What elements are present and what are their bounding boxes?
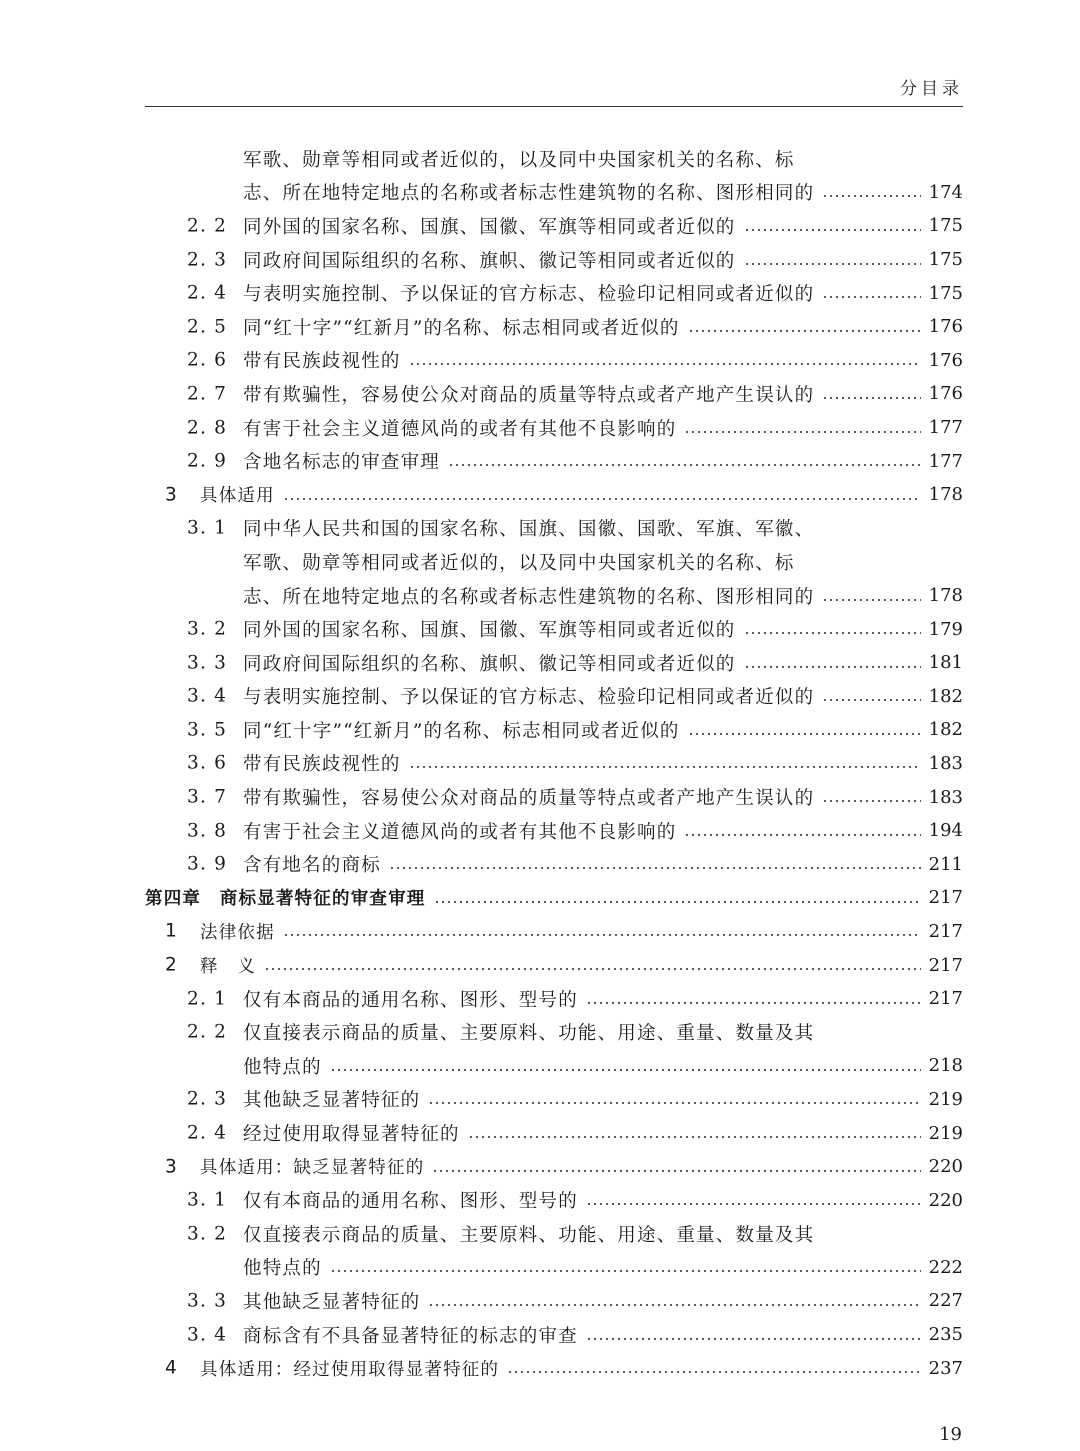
- toc-entry: [145, 310, 963, 344]
- toc-entry: [145, 747, 963, 781]
- entry-title: 志、所在地特定地点的名称或者标志性建筑物的名称、图形相同的: [243, 183, 815, 205]
- toc-entry: [145, 1351, 963, 1385]
- entry-page: 182: [928, 719, 963, 741]
- entry-page: 183: [928, 786, 963, 808]
- entry-page: 217: [928, 988, 963, 1010]
- toc-entry: [145, 579, 963, 613]
- entry-line: [243, 310, 963, 344]
- toc-entry: [145, 1318, 963, 1352]
- dot-leader: [330, 1069, 921, 1071]
- entry-number: 3. 2: [187, 1223, 228, 1245]
- entry-line: [243, 377, 963, 411]
- entry-page: 183: [928, 752, 963, 774]
- dot-leader: [264, 968, 921, 970]
- entry-title: 与表明实施控制、予以保证的官方标志、检验印记相同或者近似的: [243, 284, 815, 306]
- entry-title: 具体适用：缺乏显著特征的: [200, 1158, 425, 1179]
- dot-leader: [428, 1102, 920, 1104]
- entry-title: 他特点的: [243, 1258, 322, 1280]
- dot-leader: [688, 733, 921, 735]
- entry-title: 他特点的: [243, 1056, 322, 1078]
- toc-entry: [145, 814, 963, 848]
- entry-title: 仅直接表示商品的质量、主要原料、功能、用途、重量、数量及其: [243, 1023, 815, 1045]
- entry-page: 177: [928, 450, 963, 472]
- dot-leader: [684, 431, 920, 433]
- entry-page: 211: [928, 853, 963, 875]
- entry-page: 235: [928, 1324, 963, 1346]
- toc-entry: [145, 1150, 963, 1184]
- entry-line: [243, 1251, 963, 1285]
- entry-line: [243, 1318, 963, 1352]
- entry-line: [243, 747, 963, 781]
- entry-number: 2. 3: [187, 1088, 228, 1110]
- entry-page: 227: [928, 1290, 963, 1312]
- dot-leader: [822, 195, 920, 197]
- entry-title: 同“红十字”“红新月”的名称、标志相同或者近似的: [243, 317, 680, 339]
- entry-page: 219: [928, 1122, 963, 1144]
- entry-number: 3. 5: [187, 719, 228, 741]
- dot-leader: [283, 498, 921, 500]
- entry-title: 有害于社会主义道德风尚的或者有其他不良影响的: [243, 821, 677, 843]
- dot-leader: [822, 800, 920, 802]
- entry-number: 3. 1: [187, 517, 228, 539]
- dot-leader: [448, 464, 921, 466]
- toc-entry: [145, 1049, 963, 1083]
- entry-line: [243, 512, 963, 546]
- toc-entry: [145, 646, 963, 680]
- entry-number: 3. 4: [187, 685, 228, 707]
- entry-page: 181: [928, 652, 963, 674]
- entry-page: 175: [928, 215, 963, 237]
- toc-entry: [145, 344, 963, 378]
- entry-page: 175: [928, 282, 963, 304]
- entry-page: 220: [928, 1156, 963, 1178]
- entry-line: [145, 881, 963, 915]
- entry-title: 其他缺乏显著特征的: [243, 1291, 421, 1313]
- entry-line: [243, 1217, 963, 1251]
- dot-leader: [822, 397, 920, 399]
- entry-page: 217: [928, 920, 963, 942]
- toc-entry: [145, 512, 963, 546]
- entry-title: 与表明实施控制、予以保证的官方标志、检验印记相同或者近似的: [243, 687, 815, 709]
- entry-page: 194: [928, 820, 963, 842]
- entry-line: [243, 612, 963, 646]
- dot-leader: [434, 901, 921, 903]
- entry-number: 2. 4: [187, 282, 228, 304]
- toc-entry: [145, 545, 963, 579]
- entry-line: [200, 1351, 963, 1385]
- entry-line: [243, 276, 963, 310]
- entry-line: [243, 209, 963, 243]
- entry-title: 带有欺骗性，容易使公众对商品的质量等特点或者产地产生误认的: [243, 788, 815, 810]
- entry-number: 2. 2: [187, 215, 228, 237]
- entry-title: 带有民族歧视性的: [243, 754, 401, 776]
- toc-entry: [145, 243, 963, 277]
- entry-title: 带有民族歧视性的: [243, 351, 401, 373]
- entry-line: [243, 1116, 963, 1150]
- entry-line: [200, 478, 963, 512]
- entry-line: [243, 545, 963, 579]
- toc-entry: [145, 209, 963, 243]
- entry-line: [243, 1083, 963, 1117]
- entry-number: 1: [165, 920, 178, 942]
- toc-entry: [145, 377, 963, 411]
- toc-entry: [145, 612, 963, 646]
- dot-leader: [586, 1002, 921, 1004]
- entry-title: 第四章 商标显著特征的审查审理: [145, 889, 426, 910]
- entry-title: 经过使用取得显著特征的: [243, 1124, 460, 1146]
- toc-entry: [145, 1183, 963, 1217]
- entry-page: 175: [928, 249, 963, 271]
- entry-number: 3. 3: [187, 1290, 228, 1312]
- entry-line: [243, 444, 963, 478]
- table-of-contents: [145, 142, 963, 1385]
- dot-leader: [688, 330, 921, 332]
- toc-entry: [145, 915, 963, 949]
- entry-line: [243, 243, 963, 277]
- entry-number: 2. 2: [187, 1021, 228, 1043]
- entry-number: 4: [165, 1357, 178, 1379]
- entry-title: 同外国的国家名称、国旗、国徽、军旗等相同或者近似的: [243, 216, 736, 238]
- running-header: [145, 72, 963, 107]
- dot-leader: [409, 363, 921, 365]
- entry-title: 含地名标志的审查审理: [243, 452, 441, 474]
- entry-line: [243, 982, 963, 1016]
- entry-line: [243, 344, 963, 378]
- entry-number: 3: [165, 1156, 178, 1178]
- dot-leader: [468, 1136, 921, 1138]
- entry-line: [243, 1015, 963, 1049]
- entry-title: 商标含有不具备显著特征的标志的审查: [243, 1325, 578, 1347]
- entry-title: 含有地名的商标: [243, 855, 381, 877]
- entry-line: [200, 948, 963, 982]
- toc-entry: [145, 276, 963, 310]
- entry-line: [243, 646, 963, 680]
- entry-line: [200, 915, 963, 949]
- entry-line: [243, 1049, 963, 1083]
- dot-leader: [822, 699, 920, 701]
- dot-leader: [283, 934, 921, 936]
- toc-entry: [145, 411, 963, 445]
- entry-title: 具体适用：经过使用取得显著特征的: [200, 1359, 500, 1380]
- entry-title: 带有欺骗性，容易使公众对商品的质量等特点或者产地产生误认的: [243, 384, 815, 406]
- entry-number: 2. 8: [187, 417, 228, 439]
- dot-leader: [428, 1304, 920, 1306]
- entry-line: [243, 1183, 963, 1217]
- entry-number: 3. 3: [187, 652, 228, 674]
- entry-line: [243, 411, 963, 445]
- entry-title: 志、所在地特定地点的名称或者标志性建筑物的名称、图形相同的: [243, 586, 815, 608]
- entry-number: 2. 1: [187, 988, 228, 1010]
- toc-entry: [145, 142, 963, 176]
- dot-leader: [586, 1338, 921, 1340]
- entry-title: 军歌、勋章等相同或者近似的，以及同中央国家机关的名称、标: [243, 149, 795, 171]
- toc-entry: [145, 1251, 963, 1285]
- entry-line: [200, 1150, 963, 1184]
- entry-number: 3. 6: [187, 752, 228, 774]
- dot-leader: [744, 229, 921, 231]
- entry-line: [243, 814, 963, 848]
- entry-title: 有害于社会主义道德风尚的或者有其他不良影响的: [243, 418, 677, 440]
- dot-leader: [507, 1371, 920, 1373]
- entry-title: 法律依据: [200, 922, 275, 943]
- entry-number: 2. 4: [187, 1122, 228, 1144]
- entry-number: 3. 7: [187, 786, 228, 808]
- page-number: 19: [939, 1424, 962, 1445]
- entry-page: 182: [928, 685, 963, 707]
- entry-title: 释 义: [200, 956, 257, 977]
- dot-leader: [822, 599, 920, 601]
- dot-leader: [409, 766, 921, 768]
- entry-number: 3. 2: [187, 618, 228, 640]
- toc-entry: [145, 478, 963, 512]
- chapter-heading: [145, 881, 963, 915]
- entry-page: 222: [928, 1256, 963, 1278]
- entry-title: 同中华人民共和国的国家名称、国旗、国徽、国歌、军旗、军徽、: [243, 519, 815, 541]
- dot-leader: [822, 296, 920, 298]
- entry-line: [243, 780, 963, 814]
- dot-leader: [586, 1203, 921, 1205]
- toc-entry: [145, 1217, 963, 1251]
- toc-entry: [145, 680, 963, 714]
- entry-line: [243, 142, 963, 176]
- entry-title: 军歌、勋章等相同或者近似的，以及同中央国家机关的名称、标: [243, 552, 795, 574]
- entry-number: 2: [165, 954, 178, 976]
- entry-title: 同外国的国家名称、国旗、国徽、军旗等相同或者近似的: [243, 620, 736, 642]
- entry-number: 3: [165, 484, 178, 506]
- entry-page: 220: [928, 1189, 963, 1211]
- entry-page: 179: [928, 618, 963, 640]
- entry-number: 3. 8: [187, 820, 228, 842]
- toc-entry: [145, 1083, 963, 1117]
- toc-entry: [145, 847, 963, 881]
- entry-number: 3. 4: [187, 1324, 228, 1346]
- entry-page: 176: [928, 383, 963, 405]
- dot-leader: [684, 834, 920, 836]
- entry-page: 178: [928, 585, 963, 607]
- entry-number: 2. 5: [187, 316, 228, 338]
- entry-title: 同“红十字”“红新月”的名称、标志相同或者近似的: [243, 720, 680, 742]
- entry-page: 217: [928, 887, 963, 909]
- toc-entry: [145, 713, 963, 747]
- entry-title: 其他缺乏显著特征的: [243, 1090, 421, 1112]
- toc-entry: [145, 176, 963, 210]
- dot-leader: [744, 666, 921, 668]
- entry-title: 同政府间国际组织的名称、旗帜、徽记等相同或者近似的: [243, 653, 736, 675]
- entry-title: 具体适用: [200, 486, 275, 507]
- entry-line: [243, 680, 963, 714]
- header-title: 分目录: [900, 79, 963, 99]
- entry-page: 219: [928, 1088, 963, 1110]
- dot-leader: [744, 632, 921, 634]
- toc-entry: [145, 982, 963, 1016]
- entry-number: 2. 3: [187, 249, 228, 271]
- entry-page: 218: [928, 1055, 963, 1077]
- entry-number: 3. 1: [187, 1189, 228, 1211]
- entry-line: [243, 847, 963, 881]
- dot-leader: [432, 1170, 920, 1172]
- entry-page: 174: [928, 181, 963, 203]
- toc-entry: [145, 1116, 963, 1150]
- entry-line: [243, 1284, 963, 1318]
- toc-entry: [145, 1284, 963, 1318]
- dot-leader: [744, 263, 921, 265]
- entry-number: 2. 9: [187, 450, 228, 472]
- entry-title: 仅直接表示商品的质量、主要原料、功能、用途、重量、数量及其: [243, 1224, 815, 1246]
- entry-page: 178: [928, 484, 963, 506]
- entry-line: [243, 713, 963, 747]
- entry-page: 176: [928, 316, 963, 338]
- entry-number: 3. 9: [187, 853, 228, 875]
- entry-page: 177: [928, 417, 963, 439]
- entry-page: 237: [928, 1357, 963, 1379]
- entry-number: 2. 7: [187, 383, 228, 405]
- dot-leader: [389, 867, 921, 869]
- entry-title: 仅有本商品的通用名称、图形、型号的: [243, 989, 578, 1011]
- entry-title: 仅有本商品的通用名称、图形、型号的: [243, 1191, 578, 1213]
- entry-line: [243, 176, 963, 210]
- toc-entry: [145, 948, 963, 982]
- entry-page: 217: [928, 954, 963, 976]
- entry-title: 同政府间国际组织的名称、旗帜、徽记等相同或者近似的: [243, 250, 736, 272]
- entry-number: 2. 6: [187, 349, 228, 371]
- entry-page: 176: [928, 349, 963, 371]
- toc-entry: [145, 780, 963, 814]
- toc-entry: [145, 1015, 963, 1049]
- entry-line: [243, 579, 963, 613]
- toc-entry: [145, 444, 963, 478]
- dot-leader: [330, 1270, 921, 1272]
